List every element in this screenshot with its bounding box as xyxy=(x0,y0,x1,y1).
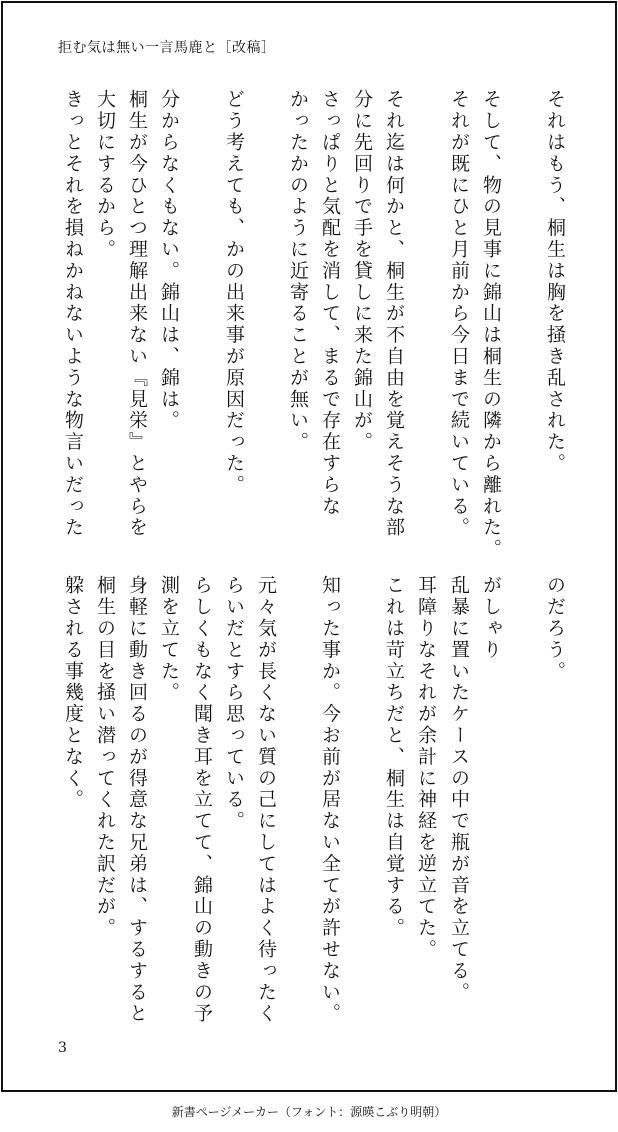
text-column: さっぱりと気配を消して、まるで存在すらな xyxy=(319,89,341,517)
text-column: 乱暴に置いたケースの中で瓶が音を立てる。 xyxy=(448,575,470,1003)
text-column: 耳障りなそれが余計に神経を逆立てた。 xyxy=(415,575,437,961)
text-column: 元々気が長くない質の己にしてはよく待ったく xyxy=(255,575,277,1025)
text-column: 知った事か。今お前が居ない全てが許せない。 xyxy=(319,575,341,1025)
text-column: 分に先回りで手を貸しに来た錦山が。 xyxy=(351,89,373,453)
text-column: それが既にひと月前から今日まで続いている。 xyxy=(448,89,470,539)
text-column: どう考えても、かの出来事が原因だった。 xyxy=(223,89,245,496)
page-number: 3 xyxy=(58,1040,67,1056)
text-column: そして、物の見事に錦山は桐生の隣から離れた。 xyxy=(480,89,502,560)
text-column: これは苛立ちだと、桐生は自覚する。 xyxy=(383,575,405,939)
text-column: 身軽に動き回るのが得意な兄弟は、するすると xyxy=(126,575,148,1025)
text-column: 桐生が今ひとつ理解出来ない『見栄』とやらを xyxy=(126,89,148,539)
text-column: それ迄は何かと、桐生が不自由を覚えそうな部 xyxy=(383,89,405,539)
text-column: 大切にするから。 xyxy=(94,89,116,261)
text-column: 分からなくもない。錦山は、錦は。 xyxy=(158,89,180,432)
text-column: らしくもなく聞き耳を立てて、錦山の動きの予 xyxy=(191,575,213,1025)
text-column: がしゃり xyxy=(480,575,502,661)
upper-text-block xyxy=(51,89,571,560)
lower-text-block xyxy=(51,575,571,1025)
running-title: 拒む気は無い一言馬鹿と［改稿］ xyxy=(58,40,276,56)
text-column: らいだとすら思っている。 xyxy=(223,575,245,832)
text-column: 躱される事幾度となく。 xyxy=(62,575,84,811)
text-column: かったかのように近寄ることが無い。 xyxy=(287,89,309,453)
footer-credit: 新書ページメーカー（フォント：源暎こぶり明朝） xyxy=(171,1105,447,1119)
text-column: 測を立てた。 xyxy=(158,575,180,704)
text-column: きっとそれを損ねかねないような物言いだった xyxy=(62,89,84,539)
text-column: のだろう。 xyxy=(544,575,566,682)
text-column: 桐生の目を掻い潜ってくれた訳だが。 xyxy=(94,575,116,939)
text-column: それはもう、桐生は胸を掻き乱された。 xyxy=(544,89,566,475)
book-page xyxy=(1,1,617,1092)
